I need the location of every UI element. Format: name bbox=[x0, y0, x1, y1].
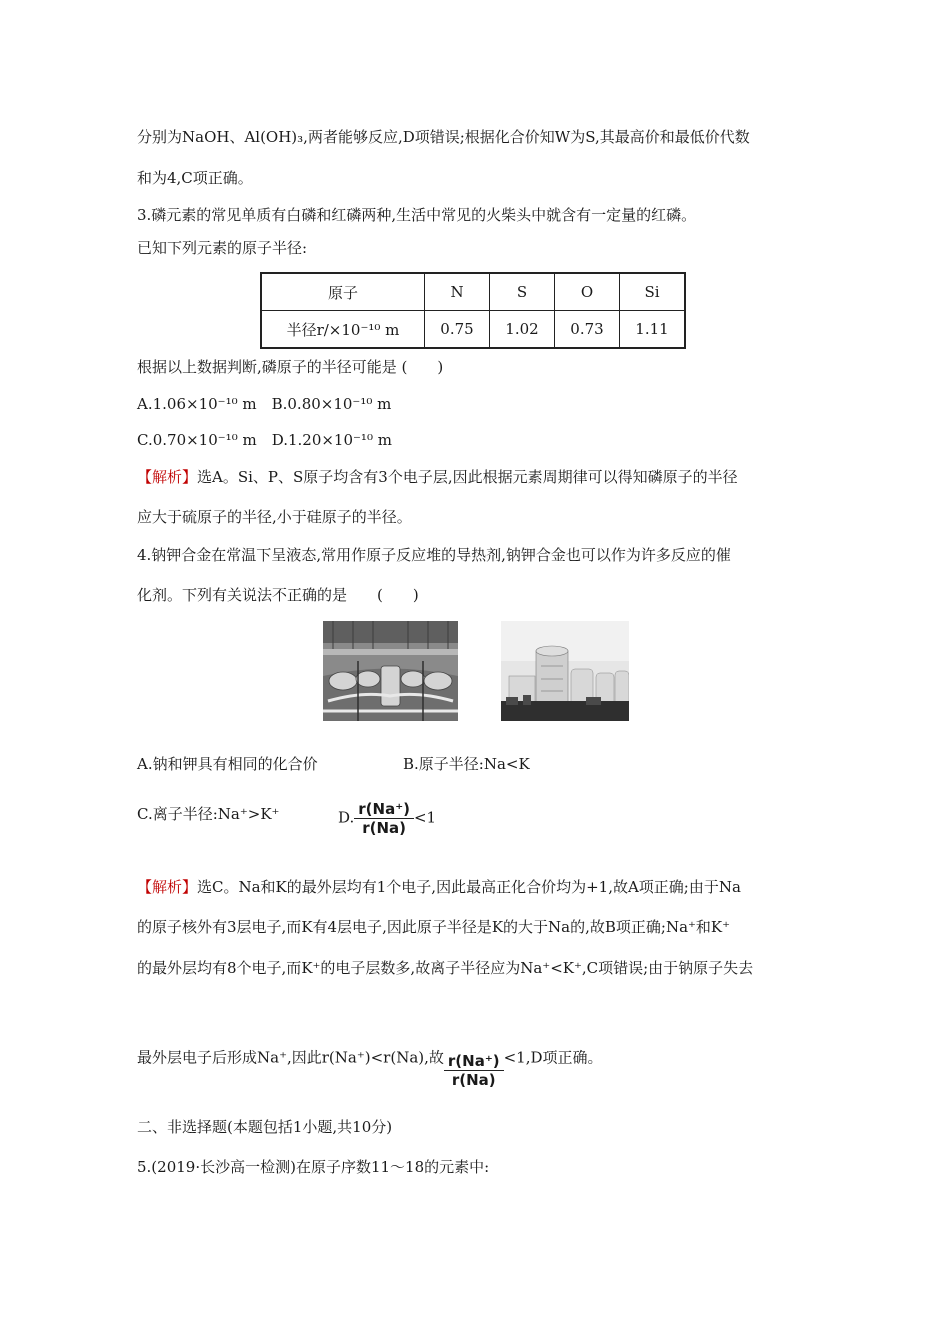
table-row bbox=[261, 311, 685, 349]
table-cell: 0.73 bbox=[555, 311, 620, 349]
table-cell: O bbox=[555, 273, 620, 311]
table-cell: 半径r/×10⁻¹⁰ m bbox=[261, 311, 425, 349]
option-d bbox=[338, 800, 436, 837]
text-line: 分别为NaOH、Al(OH)₃,两者能够反应,D项错误;根据化合价知W为S,其最高价和最低价代数 bbox=[137, 128, 750, 146]
answer-line bbox=[137, 877, 741, 897]
fraction-denominator: r(Na) bbox=[362, 819, 407, 837]
answer-text: 选A。Si、P、S原子均含有3个电子层,因此根据元素周期律可以得知磷原子的半径 bbox=[197, 468, 738, 486]
radius-ratio-fraction bbox=[444, 1052, 504, 1089]
fraction-numerator: r(Na⁺) bbox=[444, 1052, 504, 1071]
table-cell: 1.02 bbox=[490, 311, 555, 349]
question-4-title: 4.钠钾合金在常温下呈液态,常用作原子反应堆的导热剂,钠钾合金也可以作为许多反应的催 bbox=[137, 546, 731, 564]
question-5-title: 5.(2019·长沙高一检测)在原子序数11～18的元素中: bbox=[137, 1158, 490, 1176]
radius-ratio-fraction bbox=[354, 800, 414, 837]
question-3-intro: 已知下列元素的原子半径: bbox=[137, 239, 308, 257]
table-header-row bbox=[261, 273, 685, 311]
answer-text: 最外层电子后形成Na⁺,因此r(Na⁺)<r(Na),故 bbox=[137, 1048, 444, 1067]
power-plant-photo bbox=[501, 621, 629, 721]
option-c: C.离子半径:Na⁺>K⁺ bbox=[137, 805, 280, 823]
table-cell: 1.11 bbox=[620, 311, 686, 349]
table-cell: S bbox=[490, 273, 555, 311]
question-4-title: 化剂。下列有关说法不正确的是 ( ) bbox=[137, 586, 419, 604]
option-b: B.原子半径:Na<K bbox=[403, 755, 530, 773]
answer-line bbox=[137, 467, 738, 487]
analysis-tag: 【解析】 bbox=[137, 468, 198, 486]
table-cell: 原子 bbox=[261, 273, 425, 311]
table-cell: 0.75 bbox=[425, 311, 490, 349]
atomic-radius-table bbox=[260, 272, 686, 349]
answer-text: 选C。Na和K的最外层均有1个电子,因此最高正化合价均为+1,故A项正确;由于Na bbox=[197, 878, 741, 896]
answer-line: 的原子核外有3层电子,而K有4层电子,因此原子半径是K的大于Na的,故B项正确;Na⁺和K⁺ bbox=[137, 918, 731, 936]
text-line: 和为4,C项正确。 bbox=[137, 169, 253, 187]
table-cell: N bbox=[425, 273, 490, 311]
option-line: A.1.06×10⁻¹⁰ m B.0.80×10⁻¹⁰ m bbox=[137, 395, 392, 413]
answer-line: 的最外层均有8个电子,而K⁺的电子层数多,故离子半径应为Na⁺<K⁺,C项错误;由于钠原子失去 bbox=[137, 959, 754, 977]
analysis-tag: 【解析】 bbox=[137, 878, 198, 896]
section-heading: 二、非选择题(本题包括1小题,共10分) bbox=[137, 1118, 393, 1136]
option-a: A.钠和钾具有相同的化合价 bbox=[137, 755, 318, 773]
fraction-numerator: r(Na⁺) bbox=[354, 800, 414, 819]
option-d-suffix: <1 bbox=[413, 808, 437, 827]
table-cell: Si bbox=[620, 273, 686, 311]
answer-line: 应大于硫原子的半径,小于硅原子的半径。 bbox=[137, 508, 412, 526]
reactor-interior-photo bbox=[323, 621, 458, 721]
option-line: C.0.70×10⁻¹⁰ m D.1.20×10⁻¹⁰ m bbox=[137, 431, 392, 449]
question-3-prompt: 根据以上数据判断,磷原子的半径可能是 ( ) bbox=[137, 358, 444, 376]
fraction-denominator: r(Na) bbox=[451, 1071, 496, 1089]
answer-text: <1,D项正确。 bbox=[503, 1048, 603, 1067]
answer-line bbox=[137, 1040, 603, 1089]
option-d-prefix: D. bbox=[338, 808, 355, 827]
question-3-title: 3.磷元素的常见单质有白磷和红磷两种,生活中常见的火柴头中就含有一定量的红磷。 bbox=[137, 206, 697, 224]
